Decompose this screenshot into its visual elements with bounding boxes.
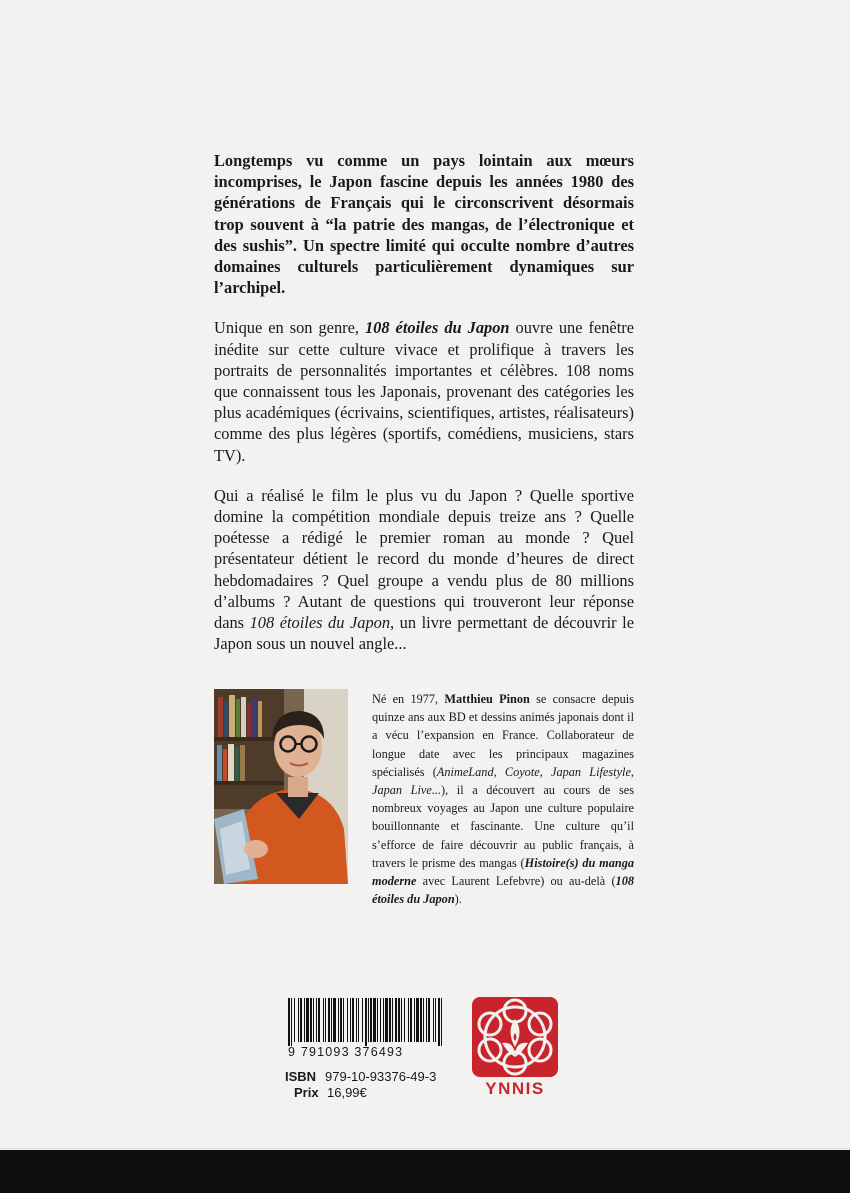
barcode-bar <box>389 998 391 1042</box>
barcode-bar <box>404 998 405 1042</box>
barcode-bar <box>423 998 424 1042</box>
magazine-name: Japan Live... <box>372 783 442 798</box>
barcode-bar <box>358 998 359 1042</box>
publisher-name: YNNIS <box>485 1079 545 1098</box>
blurb-p3-rest: , un livre permettant de découvrir le Japon sous un nouvel angle... <box>214 613 634 654</box>
barcode-bar <box>318 998 320 1042</box>
page-edge-line <box>0 1148 850 1149</box>
book-title: Histoire(s) du manga moderne <box>372 855 634 889</box>
magazine-name: Japan Lifestyle <box>551 764 631 779</box>
bio-text: ). <box>454 892 462 907</box>
barcode-bar <box>294 998 295 1042</box>
author-bio <box>372 690 634 908</box>
isbn-label: ISBN <box>285 1069 317 1084</box>
barcode-bar <box>392 998 393 1042</box>
barcode-bar <box>323 998 324 1042</box>
barcode-bar <box>416 998 419 1042</box>
barcode-digits: 9 791093 376493 <box>288 1045 404 1059</box>
magazine-name: Coyote <box>504 764 540 779</box>
author-name: Matthieu Pinon <box>444 692 530 706</box>
barcode-bar <box>380 998 381 1042</box>
barcode-bar <box>350 998 351 1042</box>
barcode-bar <box>401 998 402 1042</box>
barcode-bar <box>291 998 292 1046</box>
blurb-lead-paragraph: Longtemps vu comme un pays lointain aux mœurs incomprises, le Japon fascine depuis les années 1980 des générations de Français qui le circonscrivent désormais trop souvent à “la patrie des mangas, de l’électronique et des sushis”. Un spectre limité qui occulte nombre d’autres domaines culturels particulièrement dynamiques sur l’archipel. <box>214 151 634 298</box>
barcode-bar <box>338 998 339 1042</box>
barcode-bar <box>300 998 302 1042</box>
barcode-bar <box>333 998 336 1042</box>
book-title: 108 étoiles du Japon <box>364 318 510 338</box>
barcode-bar <box>395 998 397 1042</box>
blurb-paragraph-3 <box>214 485 634 655</box>
barcode-bar <box>435 998 436 1042</box>
barcode-bar <box>414 998 415 1042</box>
barcode-bar <box>316 998 317 1042</box>
blurb-p2-rest: ouvre une fenêtre inédite sur cette culture vivace et prolifique à travers les portraits de personnalités importantes et célèbres. 108 noms que connaissent tous les Japonais, provenant des catégories les plus académiques (écrivains, scientifiques, artistes, réalisateurs) comme des plus légères (sportifs, comédiens, musiciens, stars TV). <box>214 318 634 465</box>
barcode-bar <box>441 998 442 1046</box>
barcode-bar <box>362 998 363 1042</box>
bottom-bar <box>0 1150 850 1193</box>
book-title: 108 étoiles du Japon <box>249 613 391 633</box>
barcode-bar <box>420 998 422 1042</box>
barcode-bar <box>356 998 357 1042</box>
barcode-bar <box>426 998 427 1042</box>
price-label: Prix <box>294 1085 319 1100</box>
barcode-bar <box>410 998 412 1042</box>
barcode-bar <box>306 998 309 1042</box>
flower-crest-icon <box>472 997 558 1077</box>
barcode-bar <box>288 998 290 1046</box>
price-row <box>285 1085 436 1101</box>
barcode-bar <box>325 998 326 1042</box>
barcode-bar <box>304 998 305 1042</box>
separator: , <box>539 764 551 779</box>
barcode-bar <box>365 998 367 1046</box>
barcode-bar <box>408 998 409 1042</box>
barcode-bar <box>310 998 312 1042</box>
author-photo <box>214 689 348 884</box>
bio-text: ), il a découvert au cours de ses nombreux voyages au Japon une culture populaire bouillonnante et fascinante. Une culture qu’il s’efforce de faire découvrir au public français, à travers le prisme des mangas ( <box>372 783 634 870</box>
isbn-row <box>285 1069 436 1085</box>
barcode-bar <box>383 998 384 1042</box>
barcode <box>286 998 446 1050</box>
bio-text: avec Laurent Lefebvre) ou au-delà ( <box>416 874 616 889</box>
blurb-p3-start: Qui a réalisé le film le plus vu du Japon ? Quelle sportive domine la compétition mondiale depuis treize ans ? Quelle poétesse a rédigé le premier roman au monde ? Quel présentateur détient le record du monde d’heures de direct hebdomadaires ? Quel groupe a vendu plus de 80 millions d’albums ? Autant de questions qui trouveront leur réponse dans <box>214 485 634 633</box>
barcode-bar <box>347 998 348 1042</box>
price-value: 16,99€ <box>327 1085 367 1100</box>
barcode-bar <box>331 998 332 1042</box>
barcode-bar <box>368 998 369 1042</box>
barcode-bar <box>370 998 372 1042</box>
author-bio-paragraph <box>372 690 634 908</box>
barcode-bar <box>340 998 342 1042</box>
book-title: 108 étoiles du Japon <box>372 874 634 907</box>
barcode-bar <box>433 998 434 1042</box>
isbn-number: 979-10-93376-49-3 <box>325 1069 437 1084</box>
separator: , <box>630 764 634 779</box>
blurb-p2-start: Unique en son genre, <box>214 318 365 338</box>
bio-text: se consacre depuis quinze ans aux BD et dessins animés japonais dont il a vécu l’expansion en France. Collaborateur de longue date avec les principaux magazines spécialisés ( <box>372 692 635 779</box>
barcode-bar <box>373 998 376 1042</box>
bio-intro: Né en 1977, <box>372 692 445 706</box>
barcode-bar <box>298 998 299 1042</box>
blurb-paragraph-2 <box>214 317 634 465</box>
barcode-bar <box>428 998 430 1042</box>
isbn-block <box>285 1069 436 1101</box>
barcode-bar <box>343 998 344 1042</box>
separator: , <box>493 764 505 779</box>
barcode-bar <box>398 998 400 1042</box>
barcode-bar <box>385 998 388 1042</box>
barcode-bar <box>438 998 440 1046</box>
blurb-text <box>214 150 634 673</box>
barcode-bar <box>377 998 378 1042</box>
magazine-name: AnimeLand <box>436 764 494 779</box>
barcode-bar <box>328 998 330 1042</box>
barcode-bar <box>313 998 314 1042</box>
barcode-bar <box>352 998 354 1042</box>
